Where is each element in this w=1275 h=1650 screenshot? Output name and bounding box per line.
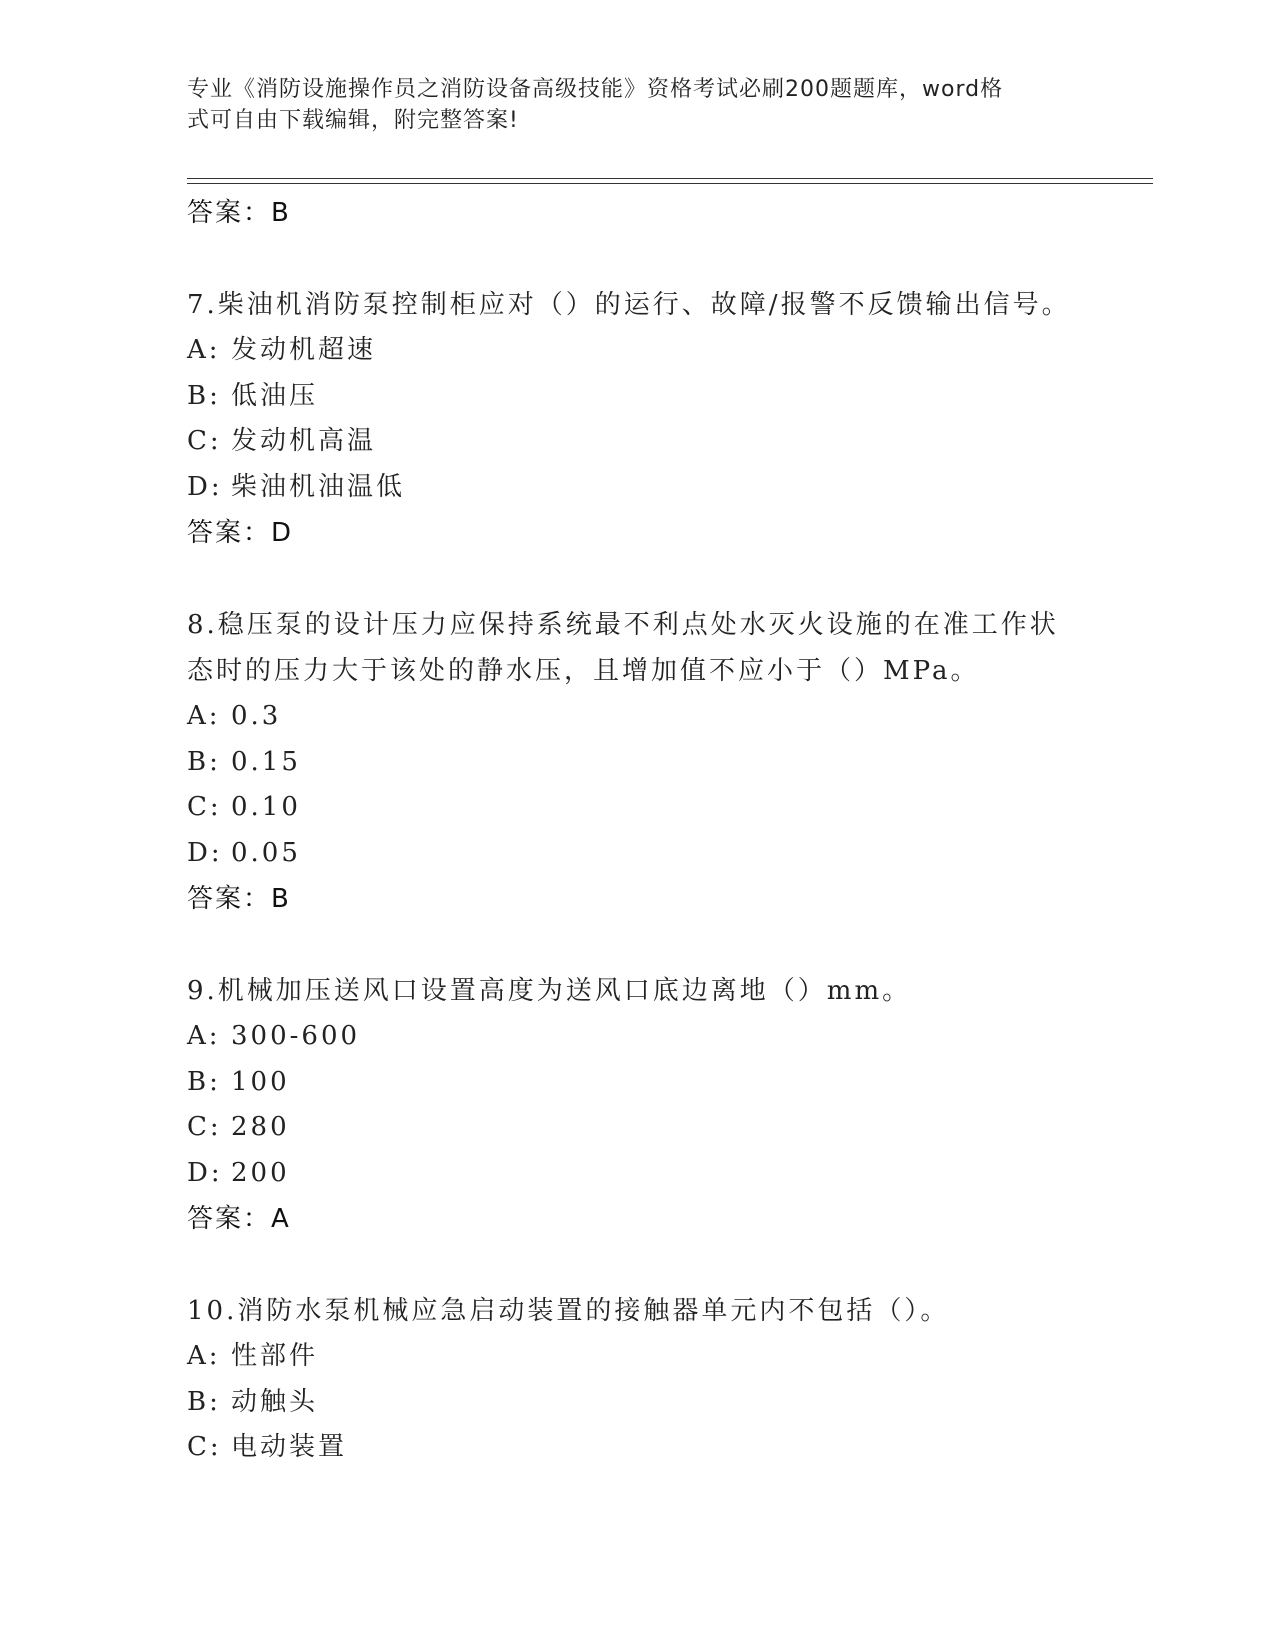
answer-value: B: [271, 198, 291, 228]
option-letter: C:: [187, 1112, 222, 1142]
question-text-line-1: 8.稳压泵的设计压力应保持系统最不利点处水灭火设施的在准工作状: [187, 610, 1059, 640]
option-d: [187, 831, 1087, 877]
option-text: 电动装置: [231, 1432, 348, 1462]
option-text: 发动机超速: [231, 335, 377, 365]
answer-value: D: [271, 518, 294, 548]
option-letter: A:: [187, 1021, 221, 1051]
option-text: 柴油机油温低: [231, 471, 406, 502]
question-list: [187, 190, 1087, 1471]
option-letter: B:: [187, 1386, 221, 1417]
option-c: [187, 785, 1087, 831]
option-text: 100: [231, 1066, 290, 1097]
question-text: 9.机械加压送风口设置高度为送风口底边离地（）mm。: [187, 976, 912, 1006]
option-text: 200: [231, 1157, 290, 1188]
option-letter: B:: [187, 746, 221, 777]
option-b: [187, 1380, 1087, 1426]
option-b: [187, 374, 1087, 420]
option-a: [187, 694, 1087, 740]
option-a: [187, 1014, 1087, 1060]
question-text: 10.消防水泵机械应急启动装置的接触器单元内不包括（）。: [187, 1296, 950, 1326]
answer-value: B: [271, 884, 291, 914]
option-a: [187, 1334, 1087, 1380]
header-rule-top: [187, 178, 1153, 179]
option-text: 性部件: [231, 1341, 319, 1371]
option-text: 0.15: [231, 746, 301, 777]
option-letter: A:: [187, 701, 221, 731]
answer-prefix: 答案：: [187, 518, 272, 548]
question-text: 7.柴油机消防泵控制柜应对（）的运行、故障/报警不反馈输出信号。: [187, 290, 1071, 320]
option-b: [187, 1060, 1087, 1106]
option-letter: C:: [187, 792, 222, 822]
option-text: 发动机高温: [231, 426, 377, 456]
option-letter: A:: [187, 335, 221, 365]
option-letter: D:: [187, 471, 223, 502]
option-d: [187, 465, 1087, 511]
answer-line: [187, 876, 1087, 922]
option-c: [187, 1105, 1087, 1151]
document-header: [187, 74, 1067, 136]
option-letter: B:: [187, 380, 221, 411]
header-line-2: 式可自由下载编辑，附完整答案!: [187, 108, 519, 133]
option-text: 0.05: [231, 837, 301, 868]
option-text: 0.3: [231, 701, 282, 731]
question-block-10: [187, 1288, 1087, 1471]
option-text: 280: [231, 1112, 290, 1142]
answer-prefix: 答案：: [187, 198, 272, 228]
option-c: [187, 1425, 1087, 1471]
option-d: [187, 1151, 1087, 1197]
option-letter: D:: [187, 837, 223, 868]
option-text: 低油压: [231, 380, 319, 411]
option-letter: D:: [187, 1157, 223, 1188]
question-block-9: [187, 968, 1087, 1242]
previous-answer: [187, 190, 1087, 236]
answer-line: [187, 1196, 1087, 1242]
option-text: 动触头: [231, 1386, 319, 1417]
option-letter: A:: [187, 1341, 221, 1371]
header-line-1: 专业《消防设施操作员之消防设备高级技能》资格考试必刷200题题库，word格: [187, 77, 1004, 102]
option-b: [187, 740, 1087, 786]
question-block-7: [187, 282, 1087, 556]
header-rule-bottom: [187, 183, 1153, 184]
answer-value: A: [271, 1204, 291, 1234]
answer-line: [187, 510, 1087, 556]
option-c: [187, 419, 1087, 465]
question-block-8: [187, 602, 1087, 922]
option-text: 300-600: [231, 1021, 361, 1051]
option-letter: B:: [187, 1066, 221, 1097]
option-text: 0.10: [231, 792, 301, 822]
answer-prefix: 答案：: [187, 884, 272, 914]
option-letter: C:: [187, 1432, 222, 1462]
question-text-line-2: 态时的压力大于该处的静水压，且增加值不应小于（）MPa。: [187, 656, 980, 686]
option-a: [187, 328, 1087, 374]
option-letter: C:: [187, 426, 222, 456]
answer-prefix: 答案：: [187, 1204, 272, 1234]
